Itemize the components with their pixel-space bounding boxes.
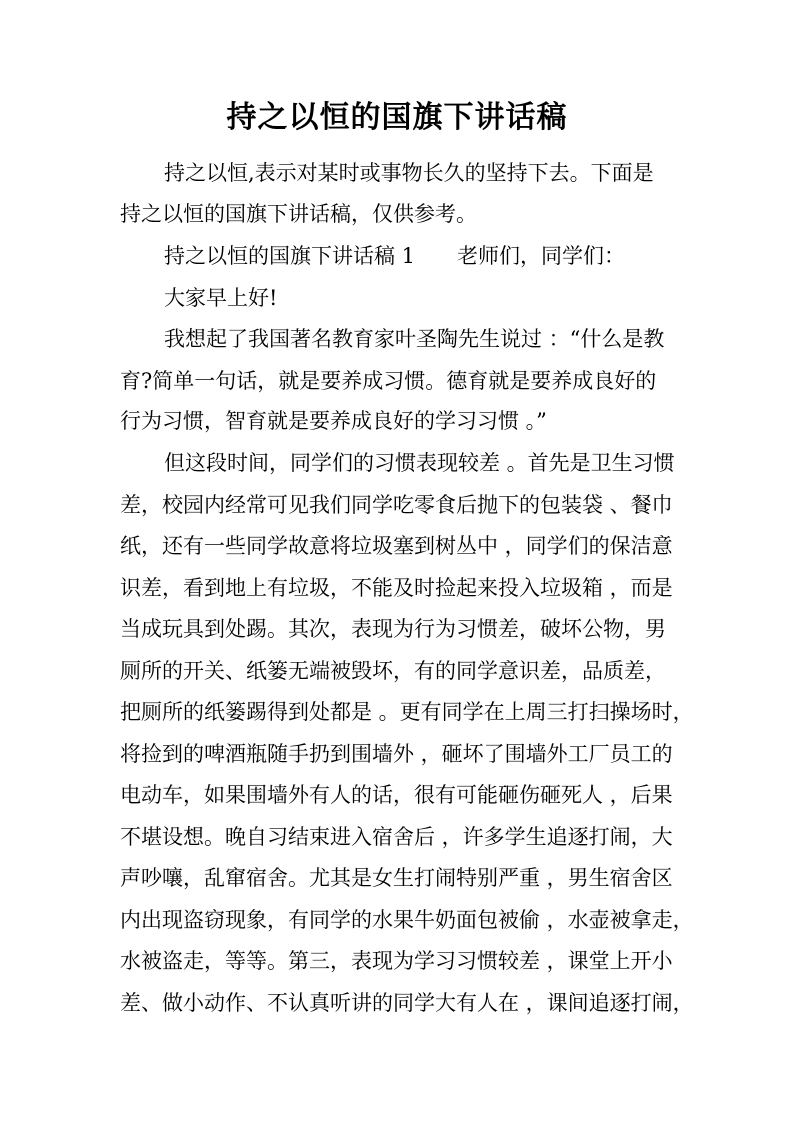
text-line: 育?简单一句话，就是要养成习惯。德育就是要养成良好的 <box>120 369 657 393</box>
text-line: 我想起了我国著名教育家叶圣陶先生说过 ：“什么是教 <box>164 327 665 351</box>
document-title: 持之以恒的国旗下讲话稿 <box>226 100 568 135</box>
text-line: 识差，看到地上有垃圾，不能及时捡起来投入垃圾箱 ，而是 <box>120 576 673 600</box>
text-line: 把厕所的纸篓踢得到处都是 。更有同学在上周三打扫操场时， <box>120 700 694 724</box>
text-line: 持之以恒,表示对某时或事物长久的坚持下去。下面是 <box>164 161 654 185</box>
text-line: 但这段时间，同学们的习惯表现较差 。首先是卫生习惯 <box>164 451 675 475</box>
text-line: 水被盗走，等等。第三，表现为学习习惯较差 ，课堂上开小 <box>120 949 673 973</box>
text-line: 大家早上好! <box>164 286 278 310</box>
text-line: 不堪设想。晚自习结束进入宿舍后 ，许多学生追逐打闹，大 <box>120 825 673 849</box>
text-line: 差、做小动作、不认真听讲的同学大有人在 ，课间追逐打闹， <box>120 991 694 1015</box>
text-line: 持之以恒的国旗下讲话稿 1 老师们，同学们： <box>164 244 626 268</box>
text-line: 内出现盗窃现象，有同学的水果牛奶面包被偷 ，水壶被拿走， <box>120 908 694 932</box>
text-line: 将捡到的啤酒瓶随手扔到围墙外 ，砸坏了围墙外工厂员工的 <box>120 742 673 766</box>
text-line: 电动车，如果围墙外有人的话，很有可能砸伤砸死人 ，后果 <box>120 783 673 807</box>
text-line: 行为习惯，智育就是要养成良好的学习习惯 。” <box>120 409 547 433</box>
text-line: 差，校园内经常可见我们同学吃零食后抛下的包装袋 、餐巾 <box>120 493 673 517</box>
text-line: 当成玩具到处踢。其次，表现为行为习惯差，破坏公物，男 <box>120 617 666 641</box>
text-line: 持之以恒的国旗下讲话稿，仅供参考。 <box>120 202 477 226</box>
text-line: 纸，还有一些同学故意将垃圾塞到树丛中 ，同学们的保洁意 <box>120 534 673 558</box>
text-line: 声吵嚷，乱窜宿舍。尤其是女生打闹特别严重 ，男生宿舍区 <box>120 866 673 890</box>
text-line: 厕所的开关、纸篓无端被毁坏，有的同学意识差，品质差， <box>120 659 666 683</box>
